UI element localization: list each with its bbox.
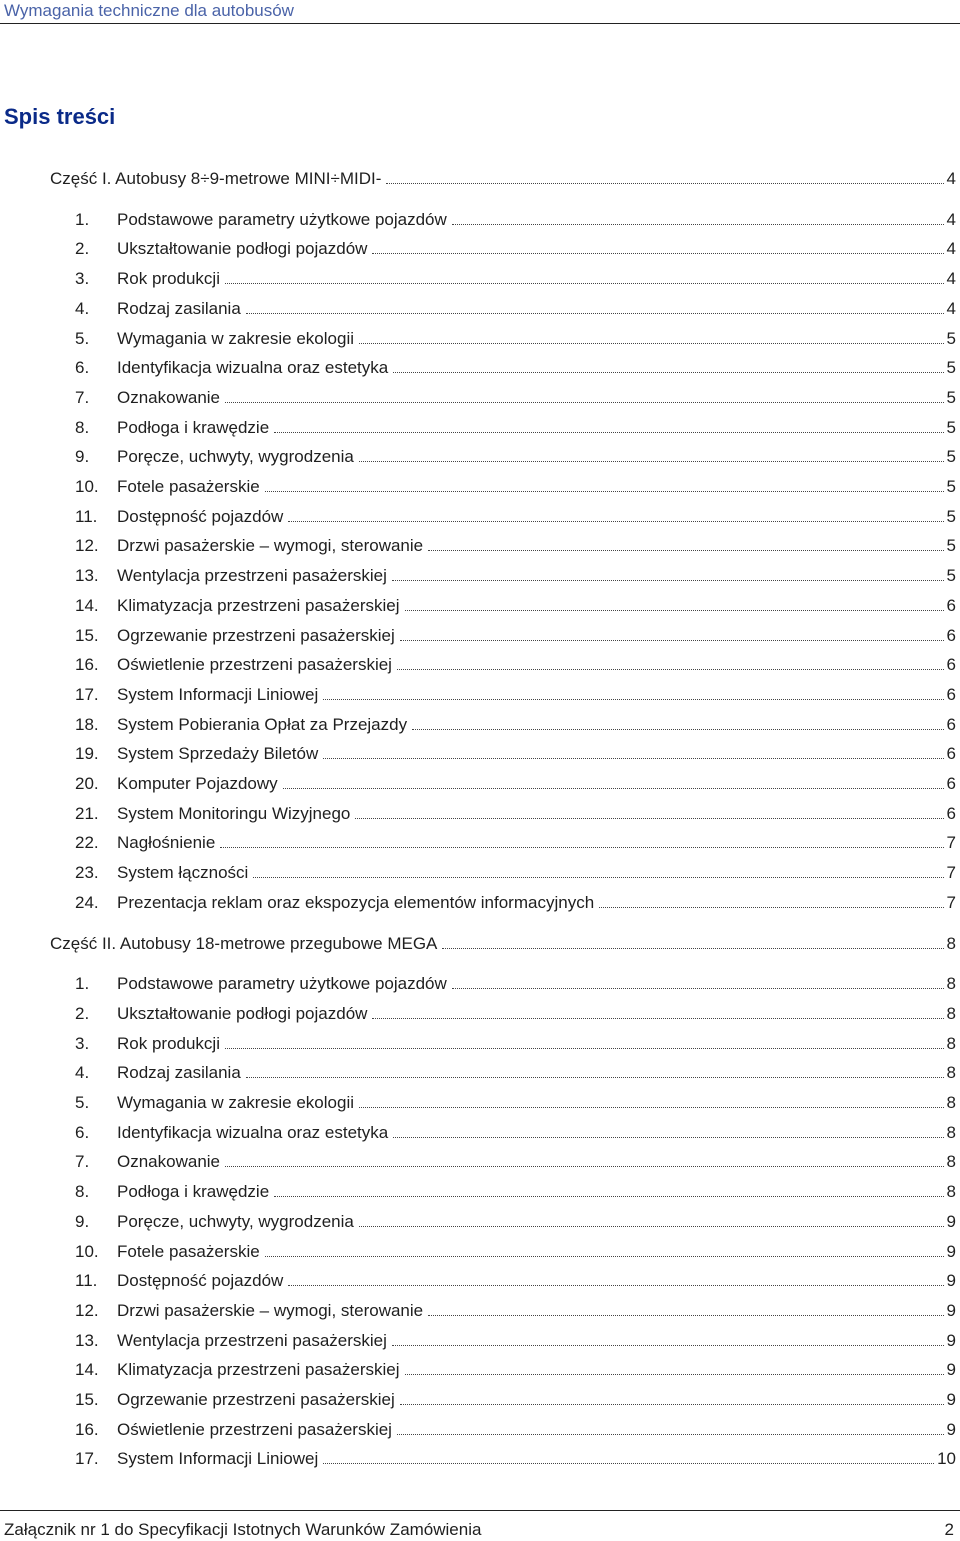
toc-entry-title: Wymagania w zakresie ekologii <box>117 1093 355 1112</box>
toc-dot-leader <box>359 1209 944 1227</box>
toc-entry-page: 7 <box>946 892 956 912</box>
toc-dot-leader <box>359 326 944 344</box>
toc-entry[interactable] <box>75 326 956 352</box>
page-footer <box>0 1510 960 1541</box>
toc-dot-leader <box>288 504 943 522</box>
toc-dot-leader <box>405 1357 944 1375</box>
toc-entry-page: 7 <box>946 863 956 883</box>
toc-entry-title: Oznakowanie <box>117 387 221 407</box>
toc-entry-number: 4. <box>75 298 90 318</box>
toc-dot-leader <box>397 652 944 670</box>
toc-entry-page: 6 <box>946 655 956 675</box>
toc-dot-leader <box>323 682 943 700</box>
toc-entry[interactable] <box>75 1179 956 1205</box>
toc-entry-title: Podstawowe parametry użytkowe pojazdów <box>117 209 447 229</box>
toc-dot-leader <box>393 1120 943 1138</box>
toc-entry-number: 10. <box>75 477 99 496</box>
toc-entry-number: 22. <box>75 833 99 853</box>
toc-entry-page: 5 <box>946 447 956 467</box>
toc-entry-number: 16. <box>75 655 99 675</box>
toc-entry-number: 1. <box>75 974 90 994</box>
toc-entry-page: 5 <box>946 566 956 586</box>
toc-entry-page: 5 <box>946 417 956 437</box>
toc-entry-page: 9 <box>946 1300 956 1320</box>
toc-entry-number: 20. <box>75 774 99 793</box>
toc-entry-page: 5 <box>946 387 956 407</box>
toc-entry-page: 5 <box>946 477 956 496</box>
toc-entry-title: System Informacji Liniowej <box>117 1449 319 1469</box>
toc-dot-leader <box>246 296 944 314</box>
toc-entry-title: Rok produkcji <box>117 269 220 289</box>
toc-dot-leader <box>265 474 944 492</box>
toc-entry[interactable] <box>75 266 956 292</box>
footer-text: Załącznik nr 1 do Specyfikacji Istotnych Warunków Zamówienia <box>4 1520 482 1539</box>
toc-entry-page: 5 <box>946 358 956 378</box>
toc-entry-number: 13. <box>75 1330 99 1350</box>
toc-entry-page: 8 <box>946 974 956 994</box>
toc-dot-leader <box>400 1387 944 1405</box>
toc-dot-leader <box>225 1149 944 1167</box>
toc-dot-leader <box>274 415 943 433</box>
toc-entry[interactable] <box>75 1031 956 1057</box>
toc-entry-number: 6. <box>75 358 90 378</box>
toc-entry-number: 17. <box>75 1449 99 1469</box>
toc-entry-number: 14. <box>75 1360 99 1380</box>
toc-dot-leader <box>372 236 943 254</box>
toc-entry-number: 15. <box>75 625 99 645</box>
toc-entry-number: 23. <box>75 863 99 883</box>
toc-entry-page: 8 <box>946 1122 956 1142</box>
toc-entry-title: Część I. Autobusy 8÷9-metrowe MINI÷MIDI- <box>50 169 382 188</box>
toc-entry-number: 4. <box>75 1063 90 1083</box>
toc-entry[interactable] <box>75 474 956 500</box>
toc-entry-title: Oświetlenie przestrzeni pasażerskiej <box>117 655 392 675</box>
footer-page-number: 2 <box>944 1520 954 1539</box>
toc-entry-title: Ogrzewanie przestrzeni pasażerskiej <box>117 1390 395 1409</box>
toc-entry[interactable] <box>75 1268 956 1294</box>
toc-entry[interactable] <box>75 801 956 827</box>
toc-dot-leader <box>220 830 943 848</box>
toc-dot-leader <box>452 207 944 225</box>
toc-entry[interactable] <box>75 1387 956 1413</box>
toc-entry-title: Klimatyzacja przestrzeni pasażerskiej <box>117 1360 400 1380</box>
toc-entry-number: 11. <box>75 1271 98 1291</box>
toc-dot-leader <box>372 1001 943 1019</box>
toc-entry[interactable] <box>75 1120 956 1146</box>
toc-entry-page: 6 <box>946 714 956 734</box>
toc-entry-page: 9 <box>946 1241 956 1261</box>
toc-entry-title: System Monitoringu Wizyjnego <box>117 803 351 823</box>
page-header <box>0 0 960 24</box>
toc-dot-leader <box>323 741 943 759</box>
toc-entry-number: 12. <box>75 1300 99 1320</box>
toc-entry-number: 8. <box>75 1182 90 1202</box>
toc-entry-title: Wymagania w zakresie ekologii <box>117 328 355 348</box>
toc-entry-number: 5. <box>75 328 90 348</box>
toc-entry-page: 8 <box>946 1152 956 1172</box>
toc-entry-page: 9 <box>946 1419 956 1439</box>
toc-entry-title: Drzwi pasażerskie – wymogi, sterowanie <box>117 1300 424 1320</box>
toc-entry[interactable] <box>75 652 956 678</box>
toc-entry-title: Poręcze, uchwyty, wygrodzenia <box>117 1211 354 1231</box>
toc-entry-title: Klimatyzacja przestrzeni pasażerskiej <box>117 595 400 615</box>
toc-entry-title: Ukształtowanie podłogi pojazdów <box>117 1003 368 1023</box>
toc-entry-page: 8 <box>946 1093 956 1112</box>
toc-entry-page: 5 <box>946 506 956 526</box>
toc-entry-page: 4 <box>946 239 956 259</box>
document-title: Wymagania techniczne dla autobusów <box>4 1 294 20</box>
toc-dot-leader <box>386 166 943 184</box>
toc-dot-leader <box>405 593 944 611</box>
toc-entry-page: 8 <box>946 933 956 953</box>
toc-entry-number: 9. <box>75 1211 90 1231</box>
toc-entry-title: Fotele pasażerskie <box>117 1241 260 1261</box>
toc-entry-page: 10 <box>937 1449 956 1469</box>
toc-entry[interactable] <box>75 771 956 797</box>
toc-entry-page: 4 <box>946 169 956 188</box>
toc-entry-page: 8 <box>946 1063 956 1083</box>
toc-dot-leader <box>452 971 944 989</box>
toc-entry-title: Dostępność pojazdów <box>117 1271 284 1291</box>
toc-entry-title: Wentylacja przestrzeni pasażerskiej <box>117 1330 387 1350</box>
toc-dot-leader <box>355 801 943 819</box>
toc-entry-title: Prezentacja reklam oraz ekspozycja elementów informacyjnych <box>117 892 595 912</box>
toc-entry[interactable] <box>75 741 956 767</box>
toc-dot-leader <box>599 890 943 908</box>
toc-entry-number: 11. <box>75 506 98 526</box>
toc-entry-number: 5. <box>75 1093 90 1112</box>
toc-entry-page: 5 <box>946 328 956 348</box>
toc-entry[interactable] <box>75 415 956 441</box>
toc-entry-number: 6. <box>75 1122 90 1142</box>
toc-entry-title: Rok produkcji <box>117 1033 220 1053</box>
toc-entry-number: 2. <box>75 239 90 259</box>
toc-heading: Spis treści <box>4 104 116 129</box>
toc-entry-page: 4 <box>946 298 956 318</box>
toc-dot-leader <box>412 712 943 730</box>
toc-entry-title: Nagłośnienie <box>117 833 216 853</box>
toc-entry-title: System łączności <box>117 863 249 883</box>
toc-entry-number: 24. <box>75 892 99 912</box>
toc-entry-title: System Sprzedaży Biletów <box>117 744 319 764</box>
toc-entry-page: 8 <box>946 1003 956 1023</box>
toc-dot-leader <box>393 355 943 373</box>
toc-entry-title: System Pobierania Opłat za Przejazdy <box>117 714 408 734</box>
toc-entry-title: Podłoga i krawędzie <box>117 417 270 437</box>
toc-entry-number: 7. <box>75 387 90 407</box>
toc-part-entry[interactable] <box>50 166 956 192</box>
toc-entry-page: 6 <box>946 595 956 615</box>
toc-entry[interactable] <box>75 682 956 708</box>
toc-entry-number: 21. <box>75 803 99 823</box>
toc-dot-leader <box>288 1268 943 1286</box>
toc-entry[interactable] <box>75 1446 956 1472</box>
toc-entry[interactable] <box>75 504 956 530</box>
toc-entry-page: 9 <box>946 1271 956 1291</box>
toc-entry[interactable] <box>75 890 956 916</box>
toc-entry-title: System Informacji Liniowej <box>117 684 319 704</box>
toc-dot-leader <box>246 1060 944 1078</box>
toc-entry[interactable] <box>75 385 956 411</box>
toc-dot-leader <box>359 444 944 462</box>
toc-entry-page: 6 <box>946 684 956 704</box>
toc-entry-page: 9 <box>946 1390 956 1409</box>
toc-entry[interactable] <box>75 593 956 619</box>
toc-entry-page: 4 <box>946 269 956 289</box>
toc-entry[interactable] <box>75 296 956 322</box>
toc-entry-title: Identyfikacja wizualna oraz estetyka <box>117 358 389 378</box>
toc-entry-title: Poręcze, uchwyty, wygrodzenia <box>117 447 354 467</box>
toc-entry-number: 10. <box>75 1241 99 1261</box>
toc-entry-title: Dostępność pojazdów <box>117 506 284 526</box>
toc-dot-leader <box>253 860 943 878</box>
toc-entry-title: Komputer Pojazdowy <box>117 774 278 793</box>
toc-entry-page: 4 <box>946 209 956 229</box>
toc-entry-title: Rodzaj zasilania <box>117 1063 241 1083</box>
toc-entry-number: 16. <box>75 1419 99 1439</box>
toc-entry[interactable] <box>75 1209 956 1235</box>
toc-entry[interactable] <box>75 1239 956 1265</box>
toc-entry-page: 8 <box>946 1182 956 1202</box>
toc-entry-page: 6 <box>946 744 956 764</box>
toc-entry[interactable] <box>75 830 956 856</box>
toc-part-entry[interactable] <box>50 931 956 957</box>
toc-dot-leader <box>225 266 944 284</box>
toc-entry-title: Podłoga i krawędzie <box>117 1182 270 1202</box>
toc-entry-page: 6 <box>946 625 956 645</box>
toc-entry-title: Oznakowanie <box>117 1152 221 1172</box>
toc-dot-leader <box>274 1179 943 1197</box>
toc-entry-number: 2. <box>75 1003 90 1023</box>
toc-entry-number: 13. <box>75 566 99 586</box>
toc-entry-number: 8. <box>75 417 90 437</box>
toc-dot-leader <box>400 623 944 641</box>
toc-entry-title: Rodzaj zasilania <box>117 298 241 318</box>
toc-entry-title: Ukształtowanie podłogi pojazdów <box>117 239 368 259</box>
toc-entry-number: 17. <box>75 684 99 704</box>
toc-entry-number: 14. <box>75 595 99 615</box>
toc-dot-leader <box>225 1031 944 1049</box>
toc-entry-title: Fotele pasażerskie <box>117 477 260 496</box>
toc-entry-number: 12. <box>75 536 99 556</box>
toc-entry-number: 19. <box>75 744 99 764</box>
toc-entry-title: Część II. Autobusy 18-metrowe przegubowe MEGA <box>50 933 438 953</box>
toc-entry-number: 3. <box>75 269 90 289</box>
toc-entry[interactable] <box>75 623 956 649</box>
toc-entry[interactable] <box>75 1357 956 1383</box>
toc-entry-page: 9 <box>946 1211 956 1231</box>
toc-entry[interactable] <box>75 1417 956 1443</box>
toc-entry-title: Oświetlenie przestrzeni pasażerskiej <box>117 1419 392 1439</box>
toc-dot-leader <box>428 533 943 551</box>
toc-entry-number: 1. <box>75 209 90 229</box>
toc-dot-leader <box>283 771 944 789</box>
toc-entry[interactable] <box>75 1090 956 1116</box>
toc-dot-leader <box>359 1090 944 1108</box>
toc-entry[interactable] <box>75 444 956 470</box>
toc-entry-title: Wentylacja przestrzeni pasażerskiej <box>117 566 387 586</box>
toc-entry-page: 9 <box>946 1360 956 1380</box>
toc-dot-leader <box>225 385 944 403</box>
toc-entry-title: Identyfikacja wizualna oraz estetyka <box>117 1122 389 1142</box>
toc-entry-page: 8 <box>946 1033 956 1053</box>
toc-dot-leader <box>265 1239 944 1257</box>
toc-dot-leader <box>392 563 944 581</box>
toc-entry[interactable] <box>75 207 956 233</box>
toc-dot-leader <box>397 1417 944 1435</box>
toc-entry-page: 6 <box>946 774 956 793</box>
toc-dot-leader <box>323 1446 934 1464</box>
toc-entry[interactable] <box>75 971 956 997</box>
toc-entry[interactable] <box>75 860 956 886</box>
toc-entry-number: 7. <box>75 1152 90 1172</box>
toc-entry-number: 9. <box>75 447 90 467</box>
toc-entry-number: 15. <box>75 1390 99 1409</box>
toc-entry-page: 6 <box>946 803 956 823</box>
toc-entry-title: Podstawowe parametry użytkowe pojazdów <box>117 974 447 994</box>
toc-entry-number: 18. <box>75 714 99 734</box>
toc-entry-title: Drzwi pasażerskie – wymogi, sterowanie <box>117 536 424 556</box>
toc-entry[interactable] <box>75 1328 956 1354</box>
toc-dot-leader <box>392 1328 944 1346</box>
toc-entry-page: 7 <box>946 833 956 853</box>
toc-entry[interactable] <box>75 236 956 262</box>
toc-entry[interactable] <box>75 712 956 738</box>
toc-dot-leader <box>428 1298 943 1316</box>
toc-entry-page: 5 <box>946 536 956 556</box>
toc-entry[interactable] <box>75 1001 956 1027</box>
toc-dot-leader <box>442 931 943 949</box>
toc-entry[interactable] <box>75 563 956 589</box>
toc-entry[interactable] <box>75 1149 956 1175</box>
toc-entry[interactable] <box>75 1060 956 1086</box>
toc-entry-page: 9 <box>946 1330 956 1350</box>
toc-entry-number: 3. <box>75 1033 90 1053</box>
toc-entry[interactable] <box>75 533 956 559</box>
toc-entry[interactable] <box>75 1298 956 1324</box>
toc-entry[interactable] <box>75 355 956 381</box>
toc-entry-title: Ogrzewanie przestrzeni pasażerskiej <box>117 625 395 645</box>
